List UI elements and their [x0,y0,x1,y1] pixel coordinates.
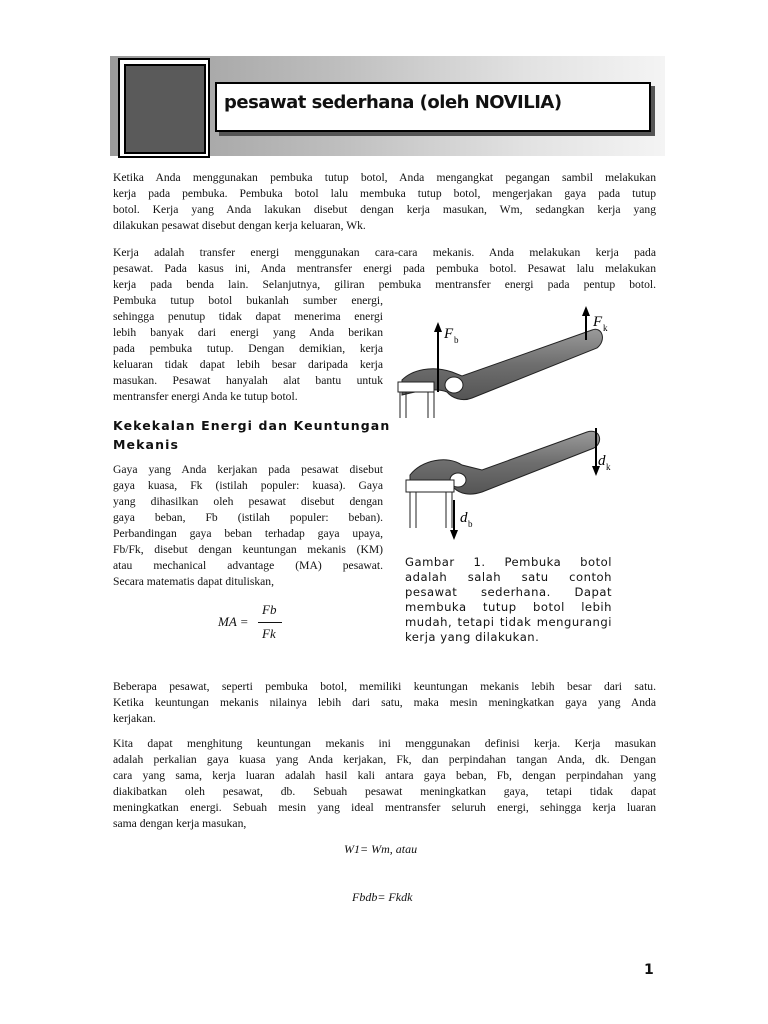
caption-line: membuka tutup botol lebih [405,600,612,614]
equation-force-distance: Fbdb= Fkdk [352,890,413,904]
section-heading-line2: Mekanis [113,437,179,452]
text-line: Pembuka tutup botol bukanlah sumber energi, [113,294,383,307]
text-line: botol. Kerja yang Anda lakukan disebut dengan kerja masukan, Wm, sedangkan kerja yang [113,203,656,216]
text-line: dilakukan pesawat disebut dengan kerja keluaran, Wk. [113,219,366,232]
text-line: keluaran tidak dapat lebih besar daripada kerja [113,358,383,371]
opener-bottom [406,431,600,528]
text-line: gaya kuasa, Fk (istilah populer: kuasa). Gaya [113,479,383,492]
text-line: meningkatkan energi. Sebuah mesin yang ideal mentransfer seluruh energi, sehingga kerja luaran [113,801,656,814]
caption-line: Gambar 1. Pembuka botol [405,555,612,569]
ma-formula-numerator: Fb [262,602,277,617]
text-line: atau mechanical advantage (MA) pesawat. [113,559,383,572]
section-heading [113,418,391,452]
label-fk: F [593,314,603,330]
caption-line: pesawat sederhana. Dapat [405,585,612,599]
label-fk-sub: k [603,323,608,333]
text-line: kerja pada pembuka. Pembuka botol lalu membuka tutup botol, mengerjakan gaya pada tutup [113,187,656,200]
text-line: kerjakan. [113,712,156,725]
label-db-sub: b [468,519,473,529]
text-line: kerja pada benda lain. Selanjutnya, giliran pembuka mentransfer energi pada pentup botol. [113,278,656,291]
label-db: d [460,510,468,526]
header-square [124,64,206,154]
text-line: masukan. Pesawat hanyalah alat bantu untuk [113,374,383,387]
text-line: Secara matematis dapat dituliskan, [113,575,274,588]
text-line: diakibatkan oleh pesawat, db. Sebuah pesawat meningkatkan gaya, tetapi tidak dapat [113,785,656,798]
page-title: pesawat sederhana (oleh NOVILIA) [224,92,562,113]
label-fb: F [444,326,454,342]
text-line: Perbandingan gaya beban terhadap gaya upaya, [113,527,383,540]
text-line: sama dengan kerja masukan, [113,817,247,830]
text-line: lebih banyak dari energi yang Anda berikan [113,326,383,339]
text-line: adalah perkalian gaya kuasa yang Anda kerjakan, Fk, dan perpindahan tangan Anda, dk. Dengan [113,753,656,766]
label-dk: d [598,453,606,469]
caption-line: adalah salah satu contoh [405,570,612,584]
text-line: Ketika keuntungan mekanis nilainya lebih dari satu, maka mesin meningkatkan gaya yang Anda [113,696,656,709]
text-line: sehingga penutup tidak dapat menerima energi [113,310,383,323]
equation-work: W1= Wm, atau [344,842,418,856]
text-line: pesawat. Pada kasus ini, Anda mentransfer energi pada pembuka botol. Pesawat lalu melakukan [113,262,656,275]
caption-line: mudah, tetapi tidak mengurangi [405,615,612,629]
opener-top [398,329,602,418]
fraction-bar [258,622,282,623]
ma-formula-denominator: Fk [262,626,276,641]
text-line: mentransfer energi Anda ke tutup botol. [113,390,298,403]
bottle-opener-figure [392,300,622,545]
text-line: pada pembuka tutup. Dengan demikian, kerja [113,342,383,355]
caption-line: kerja yang dilakukan. [405,630,540,644]
ma-formula [200,602,310,648]
text-line: cara yang sama, kerja luaran adalah hasil kali antara gaya beban, Fb, dengan perpindahan yang [113,769,656,782]
section-heading-line1: Kekekalan Energi dan Keuntungan [113,418,391,433]
label-dk-sub: k [606,462,611,472]
text-line: Gaya yang Anda kerjakan pada pesawat disebut [113,463,383,476]
label-fb-sub: b [454,335,459,345]
text-line: Beberapa pesawat, seperti pembuka botol, memiliki keuntungan mekanis lebih besar dari satu. [113,680,656,693]
text-line: gaya beban, Fb (istilah populer: beban). [113,511,383,524]
text-line: yang dihasilkan oleh pesawat disebut dengan [113,495,383,508]
arrow-db [450,500,458,540]
text-line: Kita dapat menghitung keuntungan mekanis ini menggunakan definisi kerja. Kerja masukan [113,737,656,750]
text-line: Ketika Anda menggunakan pembuka tutup botol, Anda mengangkat pegangan sambil melakukan [113,171,656,184]
page-number: 1 [644,962,654,978]
ma-formula-lhs: MA = [218,614,249,629]
text-line: Kerja adalah transfer energi menggunakan cara-cara mekanis. Anda melakukan kerja pada [113,246,656,259]
text-line: Fb/Fk, disebut dengan keuntungan mekanis (KM) [113,543,383,556]
